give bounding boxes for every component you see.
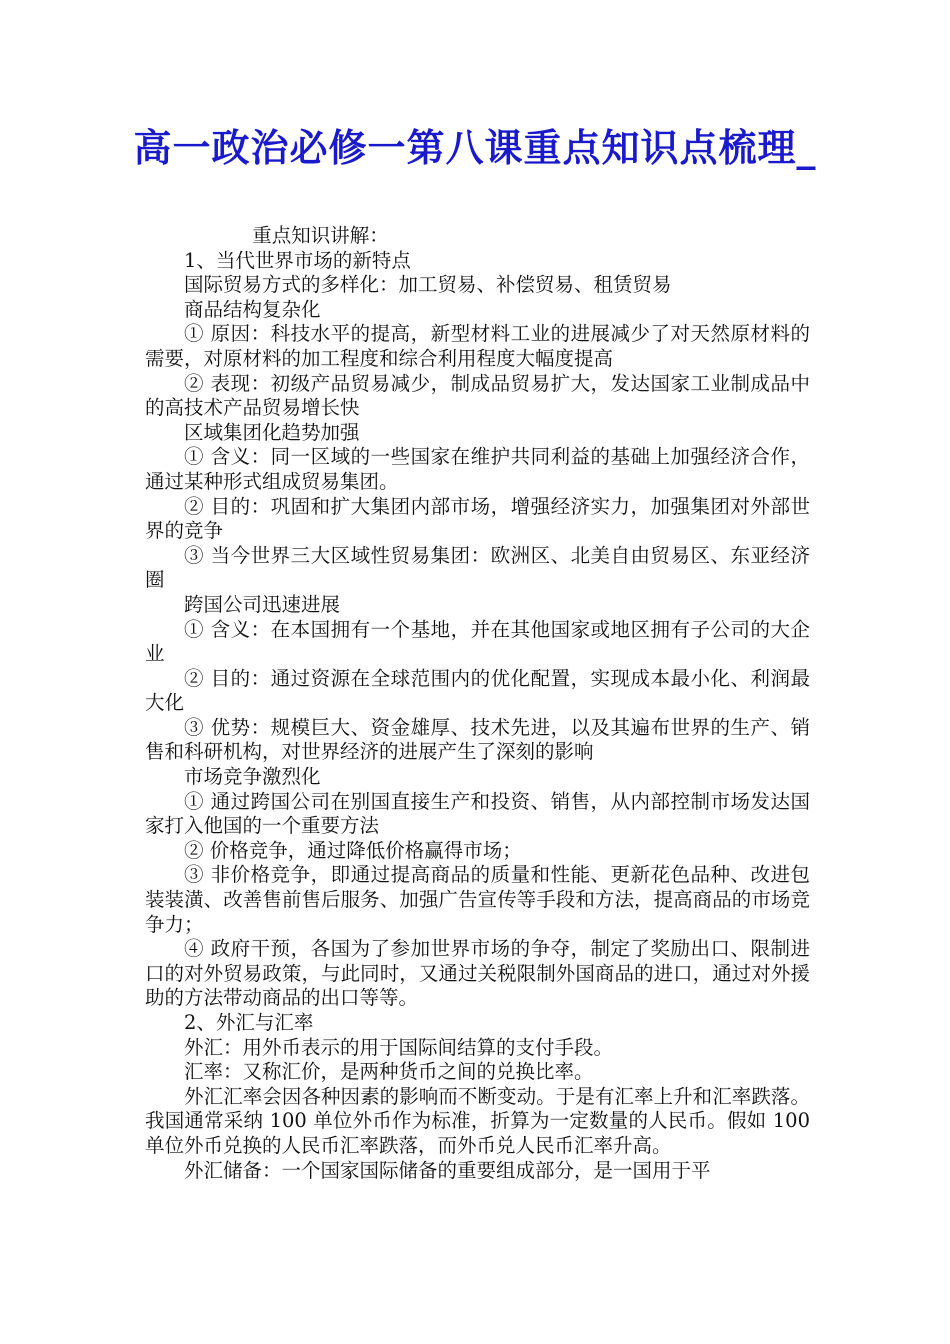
subheading: 市场竞争激烈化	[184, 765, 321, 789]
section-heading: 1、当代世界市场的新特点	[184, 248, 411, 272]
paragraph: ③ 非价格竞争，即通过提高商品的质量和性能、更新花色品种、改进包装装潢、改善售前售后服务、加强广告宣传等手段和方法，提高商品的市场竞争力；	[145, 863, 810, 936]
paragraph: ② 表现：初级产品贸易减少，制成品贸易扩大，发达国家工业制成品中的高技术产品贸易增长快	[145, 371, 810, 420]
paragraph: 汇率：又称汇价，是两种货币之间的兑换比率。	[184, 1060, 594, 1084]
paragraph: ① 通过跨国公司在别国直接生产和投资、销售，从内部控制市场发达国家打入他国的一个重要方法	[145, 789, 810, 838]
paragraph: ① 含义：同一区域的一些国家在维护共同利益的基础上加强经济合作，通过某种形式组成贸易集团。	[145, 445, 810, 493]
paragraph: 外汇储备：一个国家国际储备的重要组成部分，是一国用于平	[184, 1158, 711, 1182]
section-intro: 重点知识讲解：	[252, 224, 389, 247]
paragraph: ① 原因：科技水平的提高，新型材料工业的进展减少了对天然原材料的需要，对原材料的加工程度和综合利用程度大幅度提高	[145, 322, 810, 370]
paragraph: 国际贸易方式的多样化：加工贸易、补偿贸易、租赁贸易	[184, 273, 672, 297]
paragraph: ② 价格竞争，通过降低价格赢得市场；	[184, 838, 522, 862]
document-body	[145, 224, 810, 1183]
document-title: 高一政治必修一第八课重点知识点梳理_	[133, 125, 817, 170]
paragraph: ② 目的：巩固和扩大集团内部市场，增强经济实力，加强集团对外部世界的竞争	[145, 494, 810, 543]
paragraph: ① 含义：在本国拥有一个基地，并在其他国家或地区拥有子公司的大企业	[145, 617, 810, 666]
paragraph: 外汇汇率会因各种因素的影响而不断变动。于是有汇率上升和汇率跌落。我国通常采纳 100 单位外币作为标准，折算为一定数量的人民币。假如 100 单位外币兑换的人民币汇率跌落，而外币兑人民币汇率升高。	[145, 1084, 810, 1157]
subheading: 跨国公司迅速进展	[184, 592, 341, 616]
paragraph: ③ 优势：规模巨大、资金雄厚、技术先进，以及其遍布世界的生产、销售和科研机构，对世界经济的进展产生了深刻的影响	[145, 715, 810, 764]
paragraph: ③ 当今世界三大区域性贸易集团：欧洲区、北美自由贸易区、东亚经济圈	[145, 543, 810, 592]
section-heading: 2、外汇与汇率	[184, 1011, 314, 1034]
paragraph: 外汇：用外币表示的用于国际间结算的支付手段。	[184, 1035, 614, 1059]
paragraph: ④ 政府干预，各国为了参加世界市场的争夺，制定了奖励出口、限制进口的对外贸易政策，与此同时，又通过关税限制外国商品的进口，通过对外援助的方法带动商品的出口等等。	[145, 937, 810, 1010]
subheading: 商品结构复杂化	[184, 297, 321, 321]
paragraph: ② 目的：通过资源在全球范围内的优化配置，实现成本最小化、利润最大化	[145, 666, 810, 715]
subheading: 区域集团化趋势加强	[184, 420, 360, 444]
